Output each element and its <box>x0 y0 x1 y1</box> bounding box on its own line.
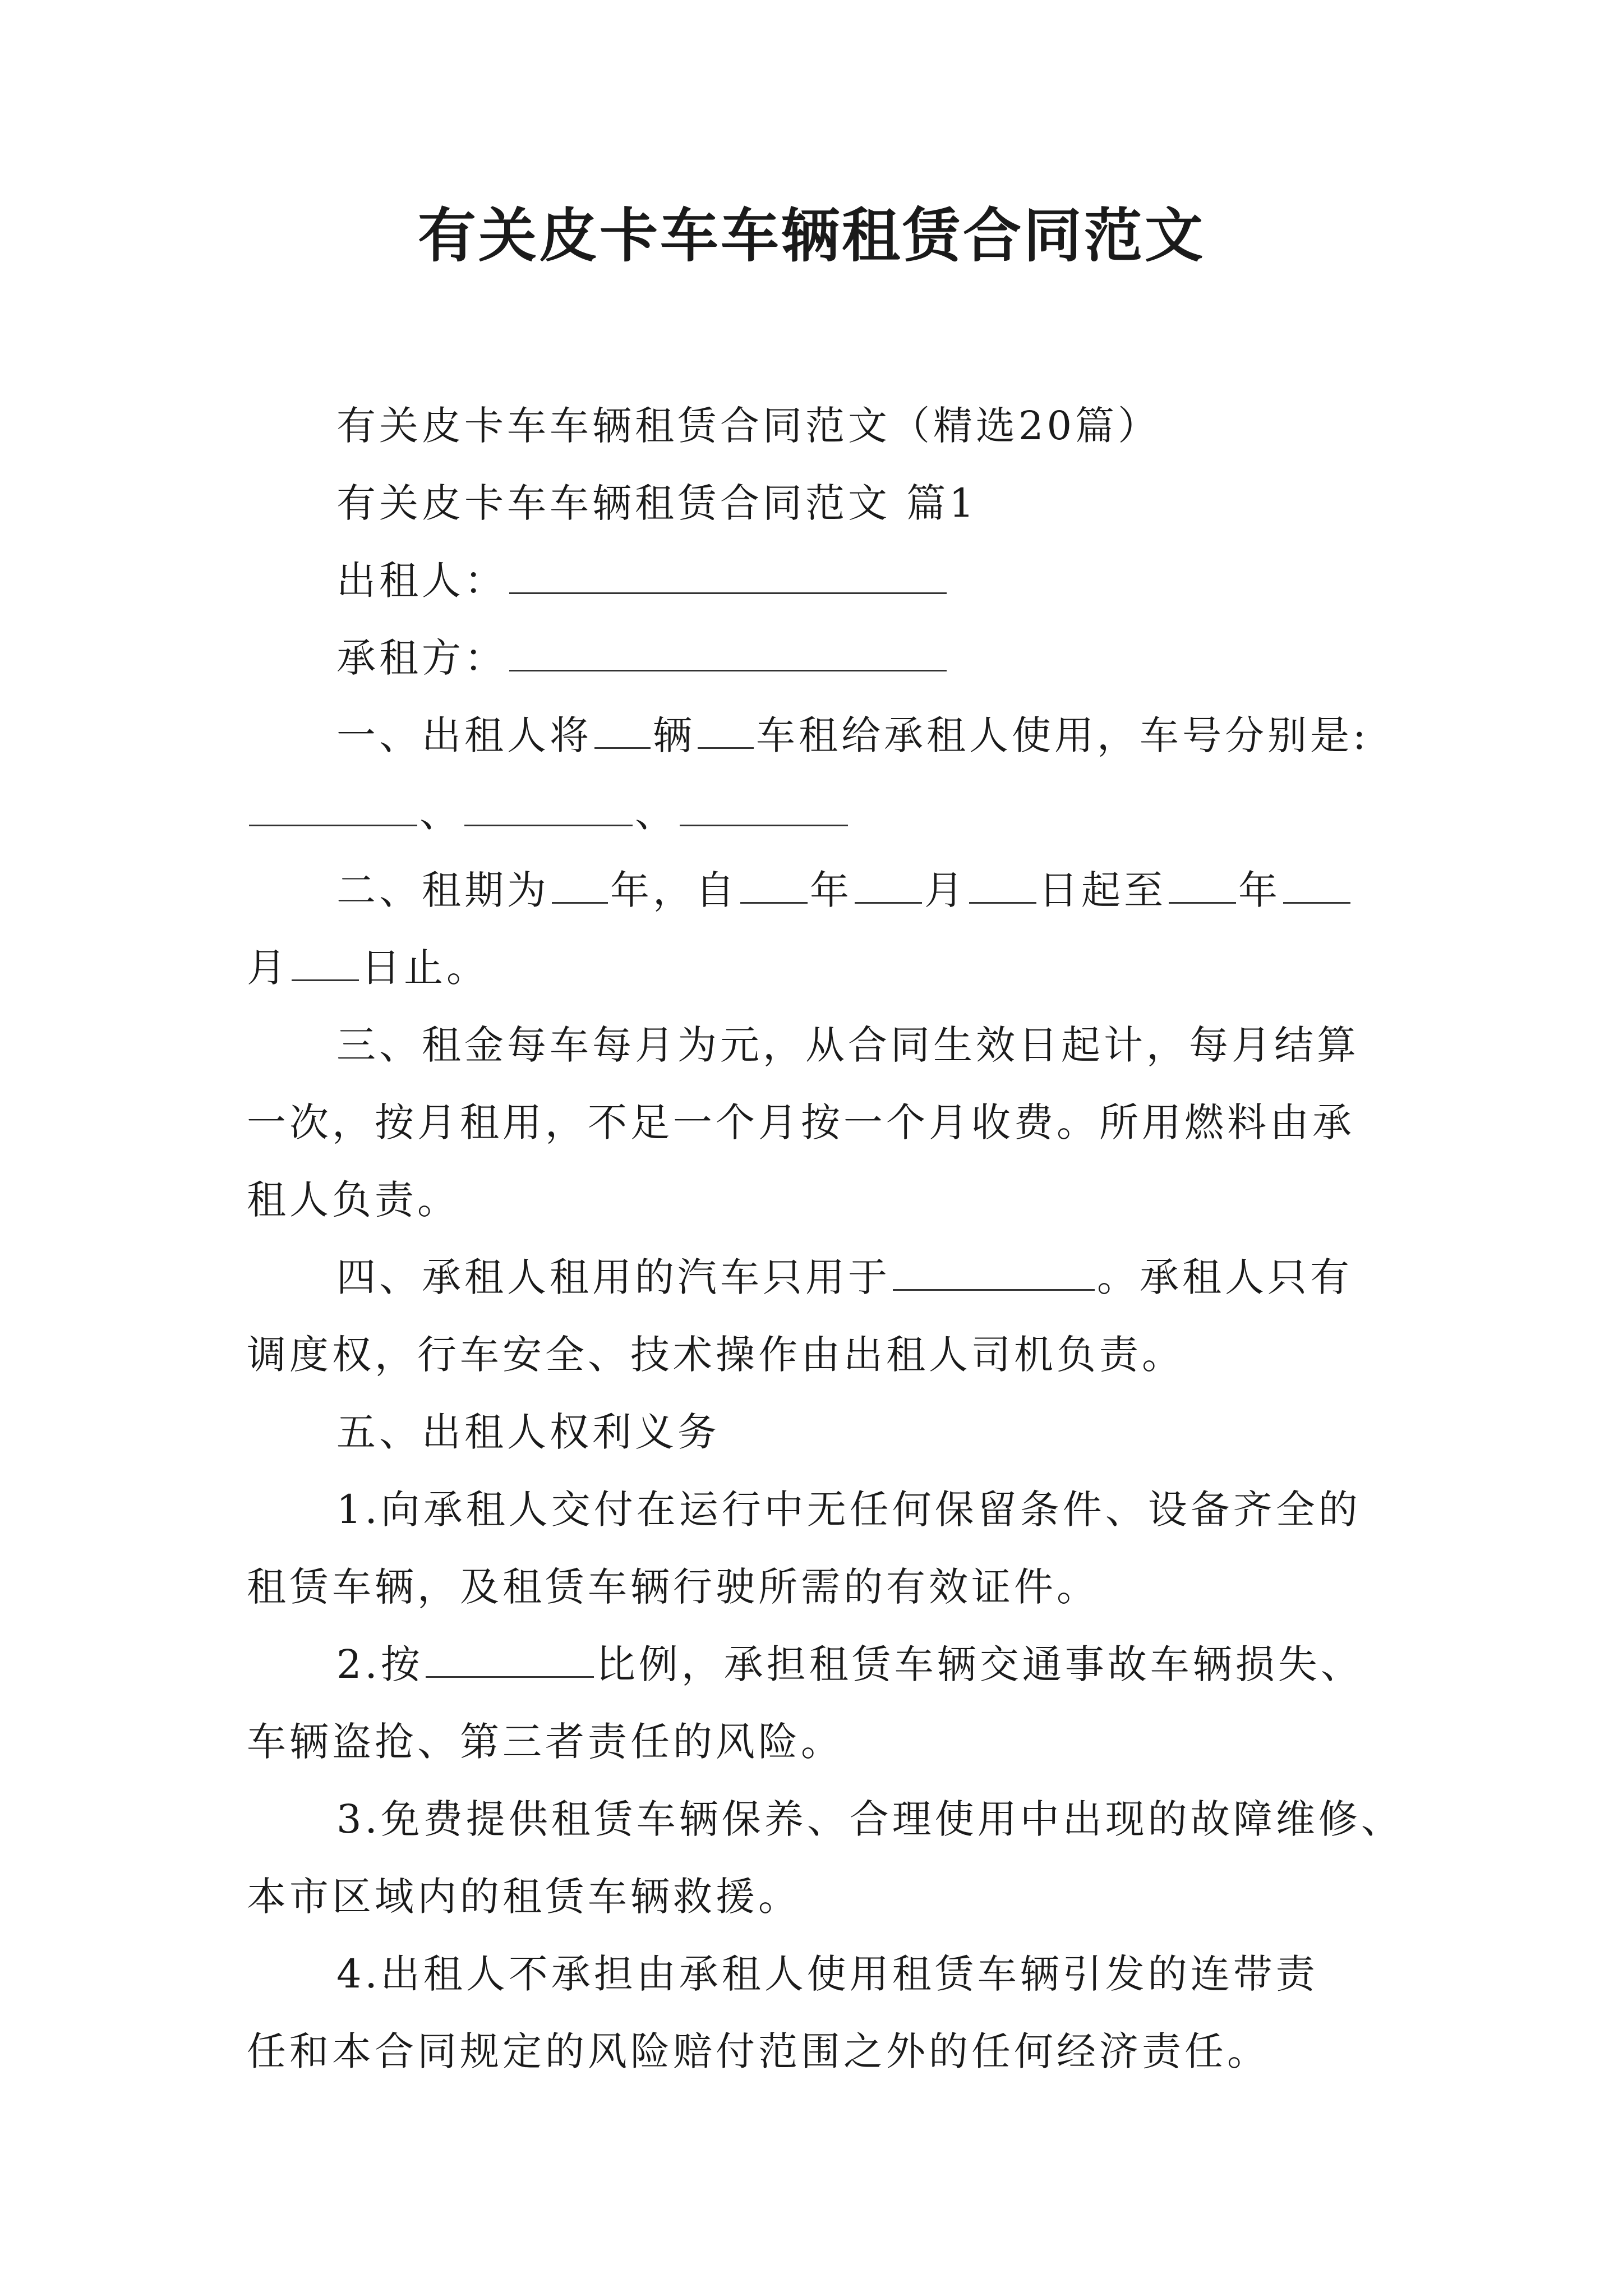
vehicle-count-blank <box>594 715 651 749</box>
clause2-text-e: 日起至 <box>1039 867 1166 913</box>
item2-text-b: 比例，承担租赁车辆交通事故车辆损失、 <box>596 1641 1363 1687</box>
document-title: 有关皮卡车车辆租赁合同范文 <box>417 201 1205 270</box>
lessee-label: 承租方： <box>336 635 507 681</box>
clause3-line2: 一次，按月租用，不足一个月按一个月收费。所用燃料由承 <box>247 1099 1355 1145</box>
clause1-text-c: 车租给承租人使用，车号分别是: <box>756 712 1370 758</box>
item4-line2: 任和本合同规定的风险赔付范围之外的任何经济责任。 <box>247 2028 1270 2074</box>
ratio-blank <box>426 1644 594 1678</box>
end-day-blank <box>292 947 359 981</box>
clause5-heading: 五、出租人权利义务 <box>336 1409 720 1455</box>
item3-line2: 本市区域内的租赁车辆救援。 <box>247 1874 801 1920</box>
clause1-line2 <box>247 774 1385 852</box>
item1-line2: 租赁车辆，及租赁车辆行驶所需的有效证件。 <box>247 1564 1099 1610</box>
clause2-text-a: 二、租期为 <box>336 867 550 913</box>
item3-line1: 3.免费提供租赁车辆保养、合理使用中出现的故障维修、 <box>336 1796 1404 1842</box>
clause2-text-d: 月 <box>924 867 967 913</box>
lessee-line <box>247 619 1385 697</box>
clause4-line2: 调度权，行车安全、技术操作由出租人司机负责。 <box>247 1332 1184 1378</box>
plate-separator-1: 、 <box>419 790 462 836</box>
start-month-blank <box>855 869 922 904</box>
start-year-blank <box>740 869 808 904</box>
clause2-text-b: 年，自 <box>610 867 738 913</box>
vehicle-type-blank <box>698 715 754 749</box>
clause4-line1 <box>247 1239 1385 1316</box>
clause2-text-g: 月 <box>247 945 289 991</box>
clause2-line2 <box>247 929 1385 1006</box>
item2-line1 <box>247 1626 1385 1703</box>
clause3-line3: 租人负责。 <box>247 1177 460 1223</box>
section-heading: 有关皮卡车车辆租赁合同范文 篇1 <box>336 480 978 526</box>
end-year-blank <box>1169 869 1236 904</box>
plate-blank-3 <box>680 792 848 826</box>
clause2-line1 <box>247 852 1385 929</box>
document-body <box>247 387 1404 2090</box>
clause4-text-a: 四、承租人租用的汽车只用于 <box>336 1254 891 1300</box>
clause2-text-c: 年 <box>810 867 852 913</box>
clause1-text-b: 辆 <box>653 712 695 758</box>
clause2-text-h: 日止。 <box>361 945 489 991</box>
start-day-blank <box>969 869 1036 904</box>
clause3-line1: 三、租金每车每月为元，从合同生效日起计，每月结算 <box>336 1022 1359 1068</box>
clause4-text-b: 。承租人只有 <box>1097 1254 1353 1300</box>
item2-line2: 车辆盗抢、第三者责任的风险。 <box>247 1719 843 1765</box>
lessor-line <box>247 542 1385 619</box>
item2-text-a: 2.按 <box>336 1641 423 1687</box>
clause1-line1 <box>247 697 1385 774</box>
term-years-blank <box>552 869 608 904</box>
plate-blank-1 <box>249 792 417 826</box>
lessor-label: 出租人： <box>336 558 507 604</box>
item1-line1: 1.向承租人交付在运行中无任何保留条件、设备齐全的 <box>336 1487 1361 1533</box>
plate-separator-2: 、 <box>635 790 677 836</box>
item4-line1: 4.出租人不承担由承租人使用租赁车辆引发的连带责 <box>336 1951 1318 1997</box>
clause2-text-f: 年 <box>1238 867 1281 913</box>
end-month-blank-a <box>1283 869 1350 904</box>
subtitle-line: 有关皮卡车车辆租赁合同范文（精选20篇） <box>336 403 1161 449</box>
lessee-blank <box>509 637 947 671</box>
plate-blank-2 <box>464 792 633 826</box>
clause1-text-a: 一、出租人将 <box>336 712 592 758</box>
usage-purpose-blank <box>893 1257 1095 1291</box>
lessor-blank <box>509 560 947 594</box>
